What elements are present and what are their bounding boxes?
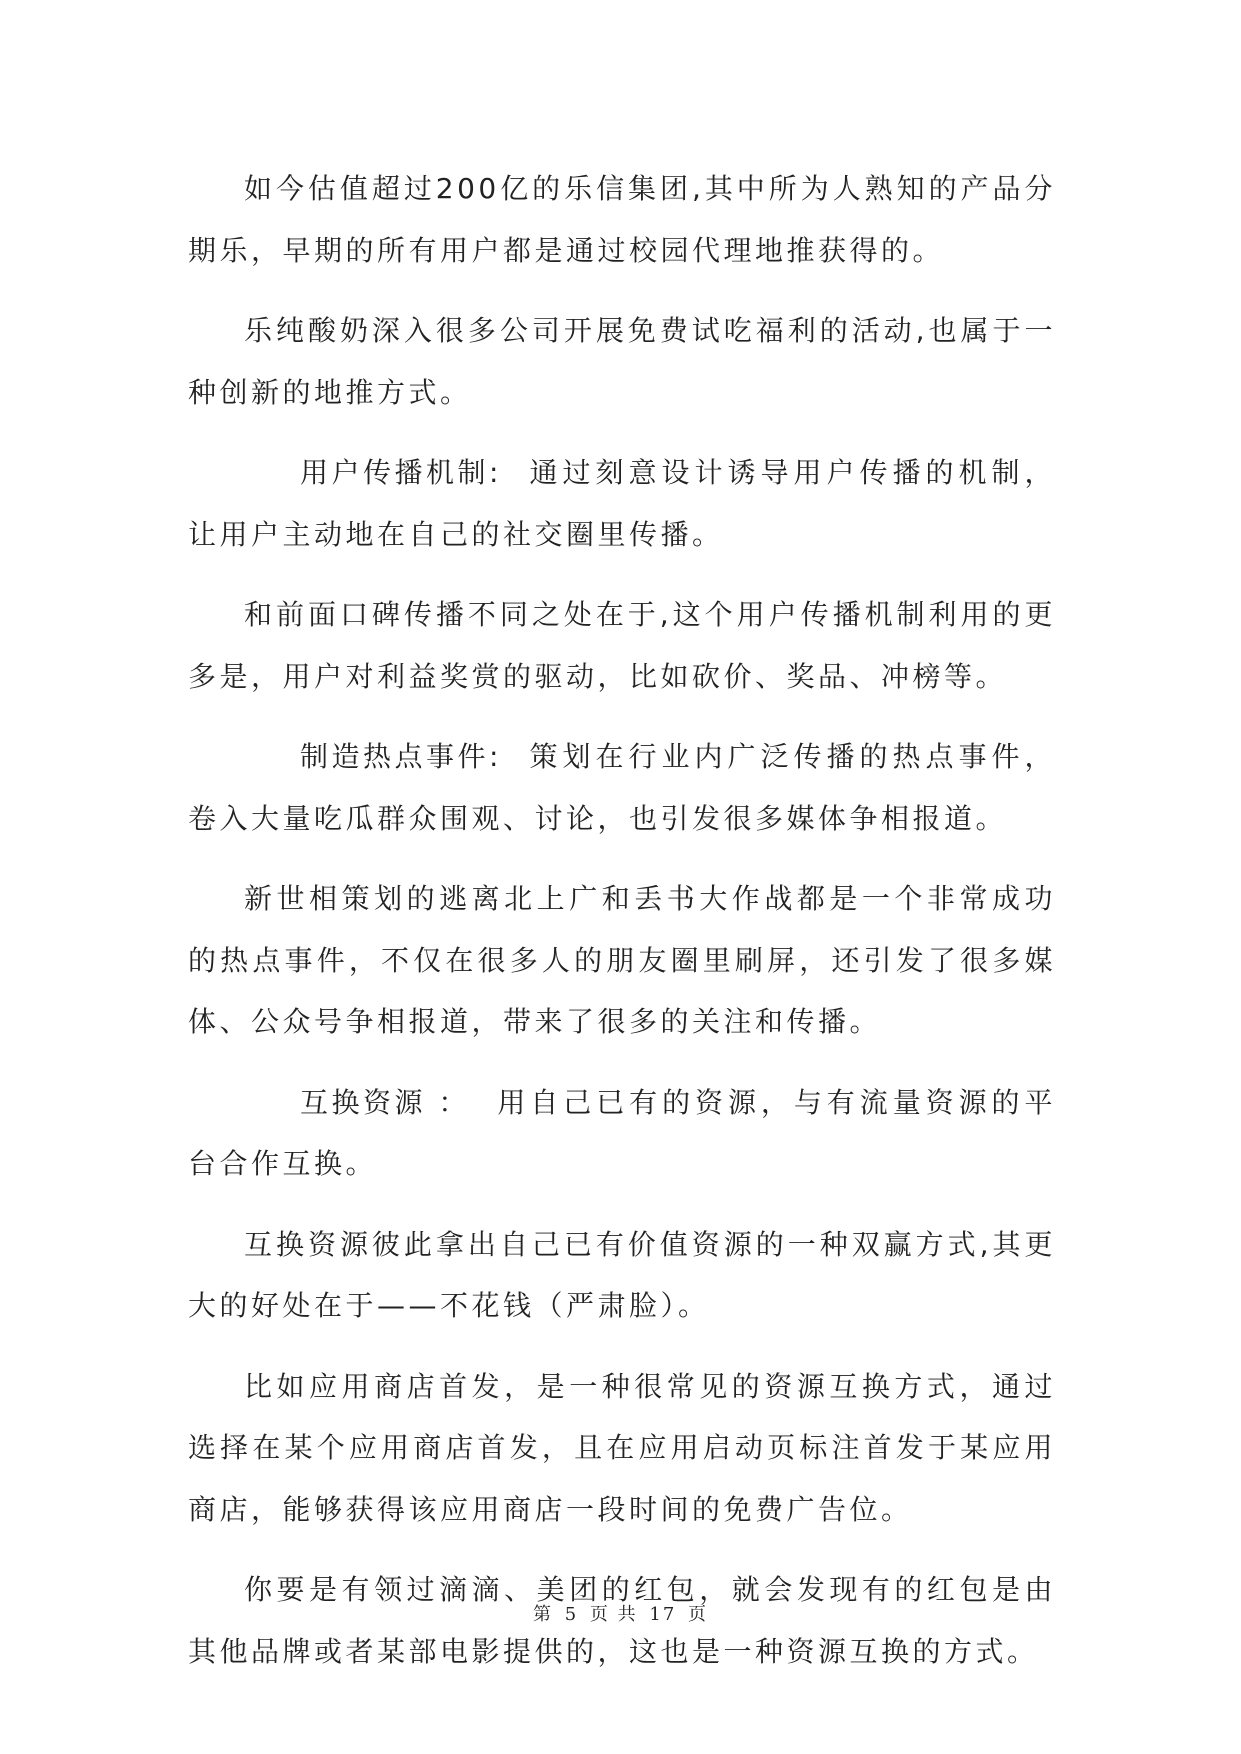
paragraph-text: 你要是有领过滴滴、美团的红包，就会发现有的红包是由其他品牌或者某部电影提供的，这也是一种资源互换的方式。 [188, 1573, 1056, 1668]
page-footer [0, 1600, 1241, 1626]
paragraph-5 [188, 726, 1056, 849]
section-label: 互换资源 ： [300, 1085, 470, 1119]
current-page-number: 5 [564, 1604, 579, 1625]
section-label: 制造热点事件: [300, 740, 502, 773]
paragraph-3 [188, 442, 1056, 565]
paragraph-8 [188, 1214, 1056, 1337]
paragraph-text: 如今估值超过200亿的乐信集团,其中所为人熟知的产品分期乐，早期的所有用户都是通过校园代理地推获得的。 [188, 172, 1056, 267]
section-label: 用户传播机制: [300, 456, 502, 489]
paragraph-1 [188, 158, 1056, 281]
paragraph-6 [188, 868, 1056, 1053]
paragraph-text: 比如应用商店首发，是一种很常见的资源互换方式，通过选择在某个应用商店首发，且在应用启动页标注首发于某应用商店，能够获得该应用商店一段时间的免费广告位。 [188, 1369, 1056, 1526]
document-body [188, 158, 1056, 1701]
paragraph-7 [188, 1072, 1056, 1195]
paragraph-text: 和前面口碑传播不同之处在于,这个用户传播机制利用的更多是，用户对利益奖赏的驱动，比如砍价、奖品、冲榜等。 [188, 598, 1056, 693]
paragraph-text: 策划在行业内广泛传播的热点事件，卷入大量吃瓜群众围观、讨论，也引发很多媒体争相报道。 [188, 740, 1056, 835]
paragraph-text: 用自己已有的资源，与有流量资源的平台合作互换。 [188, 1085, 1056, 1180]
footer-suffix: 页 [688, 1604, 709, 1625]
paragraph-9 [188, 1356, 1056, 1541]
footer-prefix: 第 [532, 1604, 553, 1625]
footer-middle: 页 共 [589, 1604, 638, 1625]
paragraph-text: 乐纯酸奶深入很多公司开展免费试吃福利的活动,也属于一种创新的地推方式。 [188, 314, 1056, 409]
paragraph-4 [188, 584, 1056, 707]
total-page-count: 17 [649, 1604, 677, 1625]
paragraph-text: 互换资源彼此拿出自己已有价值资源的一种双赢方式,其更大的好处在于——不花钱（严肃脸）。 [188, 1227, 1056, 1322]
paragraph-2 [188, 300, 1056, 423]
paragraph-text: 新世相策划的逃离北上广和丢书大作战都是一个非常成功的热点事件，不仅在很多人的朋友圈里刷屏，还引发了很多媒体、公众号争相报道，带来了很多的关注和传播。 [188, 882, 1056, 1038]
paragraph-text: 通过刻意设计诱导用户传播的机制，让用户主动地在自己的社交圈里传播。 [188, 456, 1056, 551]
